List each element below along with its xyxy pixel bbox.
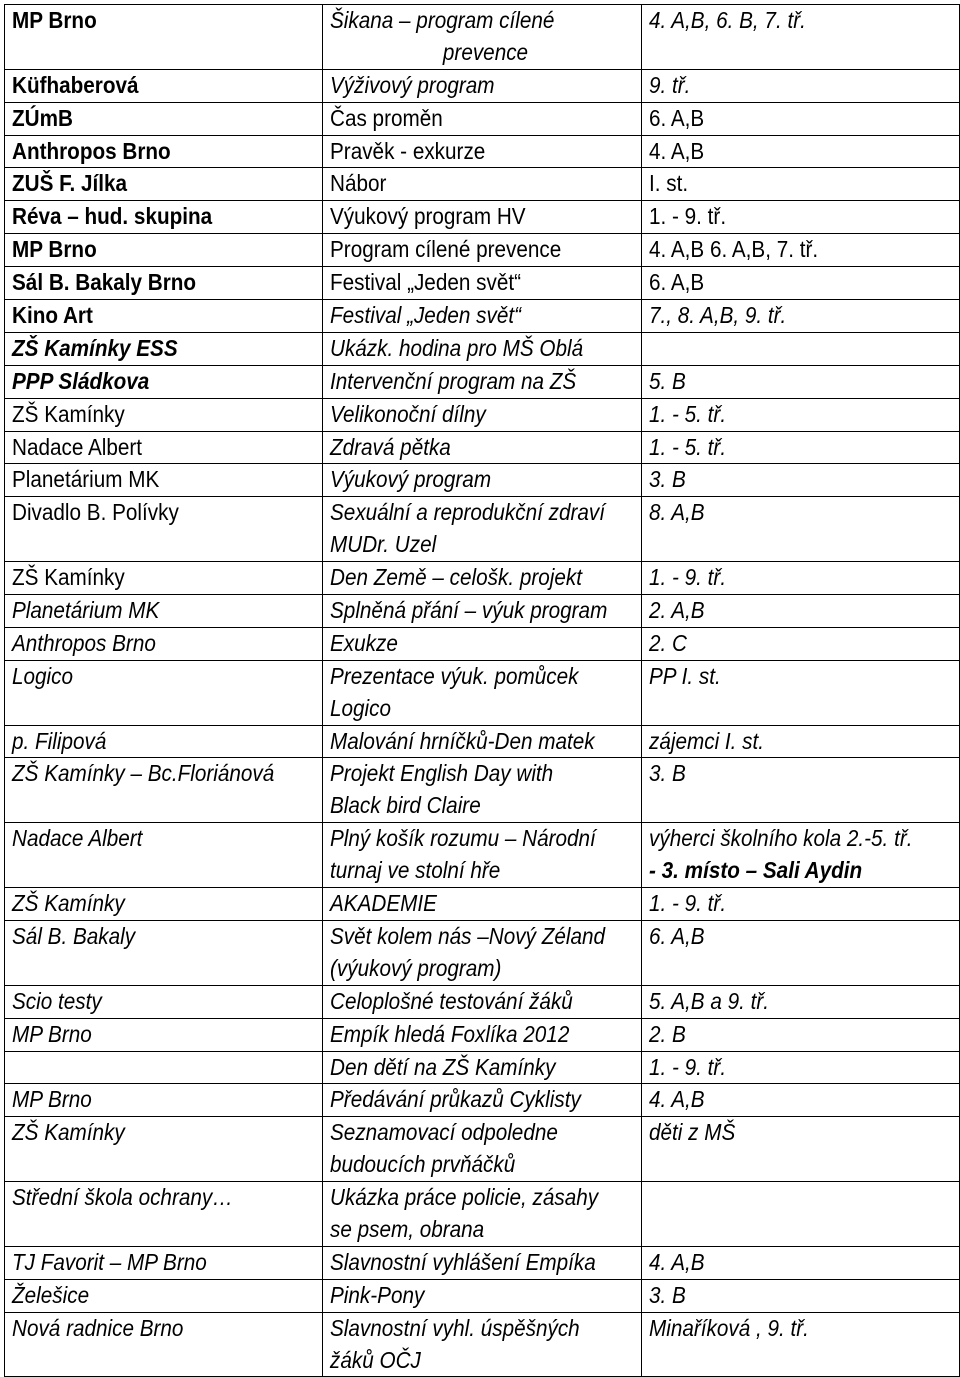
classes-text: 7., 8. A,B, 9. tř. <box>649 302 787 329</box>
program-line: Den dětí na ZŠ Kamínky <box>330 1053 556 1080</box>
organizer-cell <box>5 300 323 333</box>
program-line: Den Země – celošk. projekt <box>330 564 582 591</box>
program-cell <box>323 464 642 497</box>
classes-text: 4. A,B <box>649 1248 705 1275</box>
classes-cell <box>642 5 960 70</box>
program-line: Výukový program HV <box>330 203 526 230</box>
organizer-name: Küfhaberová <box>12 71 139 98</box>
table-row <box>5 5 960 70</box>
table-row <box>5 300 960 333</box>
classes-text: 6. A,B <box>649 922 705 949</box>
program-cell <box>323 267 642 300</box>
table-row <box>5 398 960 431</box>
table-row <box>5 725 960 758</box>
classes-text: 4. A,B <box>649 137 705 164</box>
program-line: turnaj ve stolní hře <box>330 857 501 884</box>
organizer-name: Sál B. Bakaly <box>12 922 136 949</box>
program-cell <box>323 562 642 595</box>
classes-cell <box>642 595 960 628</box>
table-row <box>5 920 960 985</box>
organizer-name: ZŠ Kamínky <box>12 890 125 917</box>
program-line: Intervenční program na ZŠ <box>330 367 577 394</box>
activities-table <box>4 4 960 1377</box>
program-cell <box>323 1312 642 1377</box>
organizer-name: Scio testy <box>12 987 102 1014</box>
classes-text <box>649 333 928 365</box>
classes-cell <box>642 920 960 985</box>
classes-text: 3. B <box>649 760 686 787</box>
program-line: Seznamovací odpoledne <box>330 1119 558 1146</box>
program-line: budoucích prvňáčků <box>330 1151 516 1178</box>
organizer-name: Planetárium MK <box>12 597 160 624</box>
organizer-cell <box>5 1018 323 1051</box>
program-line: Slavnostní vyhlášení Empíka <box>330 1248 596 1275</box>
organizer-name: Anthropos Brno <box>12 629 156 656</box>
organizer-cell <box>5 595 323 628</box>
classes-text: 2. A,B <box>649 597 705 624</box>
organizer-cell <box>5 1084 323 1117</box>
classes-line: výherci školního kola 2.-5. tř. <box>649 825 913 852</box>
classes-cell <box>642 660 960 725</box>
table-row <box>5 234 960 267</box>
organizer-cell <box>5 168 323 201</box>
table-row <box>5 267 960 300</box>
organizer-name: Réva – hud. skupina <box>12 203 213 230</box>
program-cell <box>323 135 642 168</box>
classes-cell <box>642 69 960 102</box>
table-row <box>5 823 960 888</box>
organizer-name: ZŠ Kamínky <box>12 1119 125 1146</box>
program-line: Splněná přání – výuk program <box>330 597 608 624</box>
program-cell <box>323 332 642 365</box>
classes-cell <box>642 365 960 398</box>
organizer-cell <box>5 660 323 725</box>
table-row <box>5 135 960 168</box>
classes-text: 3. B <box>649 1281 686 1308</box>
organizer-name: Divadlo B. Polívky <box>12 499 179 526</box>
organizer-name: Střední škola ochrany… <box>12 1184 233 1211</box>
program-cell <box>323 758 642 823</box>
classes-cell <box>642 627 960 660</box>
table-row <box>5 69 960 102</box>
classes-cell <box>642 300 960 333</box>
organizer-cell <box>5 102 323 135</box>
program-line: Ukázk. hodina pro MŠ Oblá <box>330 334 584 361</box>
classes-text: 6. A,B <box>649 269 705 296</box>
classes-cell <box>642 168 960 201</box>
organizer-cell <box>5 627 323 660</box>
program-line: Pink-Pony <box>330 1281 425 1308</box>
classes-cell <box>642 758 960 823</box>
table-row <box>5 168 960 201</box>
organizer-cell <box>5 201 323 234</box>
organizer-cell <box>5 431 323 464</box>
classes-text: 1. - 9. tř. <box>649 203 727 230</box>
program-cell <box>323 497 642 562</box>
classes-cell <box>642 1051 960 1084</box>
table-row <box>5 1182 960 1247</box>
classes-cell <box>642 1018 960 1051</box>
organizer-name: Planetárium MK <box>12 466 160 493</box>
program-cell <box>323 69 642 102</box>
organizer-cell <box>5 1182 323 1247</box>
classes-text: 1. - 9. tř. <box>649 890 727 917</box>
classes-text <box>649 1182 928 1214</box>
classes-cell <box>642 201 960 234</box>
organizer-cell <box>5 1312 323 1377</box>
classes-line: - 3. místo – Sali Aydin <box>649 857 863 884</box>
classes-cell <box>642 135 960 168</box>
classes-cell <box>642 1182 960 1247</box>
classes-text: Minaříková , 9. tř. <box>649 1314 809 1341</box>
table-row <box>5 365 960 398</box>
organizer-cell <box>5 5 323 70</box>
organizer-cell <box>5 1246 323 1279</box>
organizer-cell <box>5 1051 323 1084</box>
organizer-name: Logico <box>12 662 74 689</box>
table-row <box>5 1279 960 1312</box>
table-row <box>5 497 960 562</box>
organizer-cell <box>5 332 323 365</box>
program-cell <box>323 1084 642 1117</box>
classes-text: děti z MŠ <box>649 1119 736 1146</box>
program-line: Velikonoční dílny <box>330 400 486 427</box>
program-cell <box>323 5 642 70</box>
organizer-cell <box>5 267 323 300</box>
program-cell <box>323 300 642 333</box>
program-line: Sexuální a reprodukční zdraví <box>330 499 606 526</box>
program-cell <box>323 985 642 1018</box>
classes-text: 2. C <box>649 629 687 656</box>
program-cell <box>323 1051 642 1084</box>
classes-cell <box>642 497 960 562</box>
organizer-cell <box>5 365 323 398</box>
classes-cell <box>642 823 960 888</box>
organizer-name: TJ Favorit – MP Brno <box>12 1248 207 1275</box>
organizer-cell <box>5 823 323 888</box>
classes-text: 2. B <box>649 1020 686 1047</box>
program-line: Empík hledá Foxlíka 2012 <box>330 1020 570 1047</box>
organizer-name: MP Brno <box>12 7 97 33</box>
table-row <box>5 464 960 497</box>
table-row <box>5 888 960 921</box>
program-line: Předávání průkazů Cyklisty <box>330 1086 581 1113</box>
table-row <box>5 985 960 1018</box>
program-line: Prezentace výuk. pomůcek <box>330 662 579 689</box>
classes-cell <box>642 102 960 135</box>
program-line: se psem, obrana <box>330 1215 485 1242</box>
classes-text: 1. - 5. tř. <box>649 400 727 427</box>
organizer-cell <box>5 1279 323 1312</box>
table-row <box>5 1084 960 1117</box>
organizer-cell <box>5 888 323 921</box>
classes-cell <box>642 398 960 431</box>
program-line: Logico <box>330 694 392 721</box>
program-line: Exukze <box>330 629 398 656</box>
program-cell <box>323 365 642 398</box>
classes-text: zájemci I. st. <box>649 727 765 754</box>
organizer-cell <box>5 920 323 985</box>
table-row <box>5 595 960 628</box>
program-line: Čas proměn <box>330 104 443 131</box>
classes-text: 5. B <box>649 367 686 394</box>
organizer-cell <box>5 135 323 168</box>
program-cell <box>323 725 642 758</box>
organizer-name: PPP Sládkova <box>12 367 150 394</box>
organizer-name: Kino Art <box>12 302 93 329</box>
classes-cell <box>642 1279 960 1312</box>
program-line: Malování hrníčků-Den matek <box>330 727 595 754</box>
table-row <box>5 201 960 234</box>
classes-cell <box>642 888 960 921</box>
program-cell <box>323 1182 642 1247</box>
table-row <box>5 660 960 725</box>
organizer-name: MP Brno <box>12 236 97 263</box>
classes-text: 1. - 9. tř. <box>649 564 727 591</box>
program-cell <box>323 1018 642 1051</box>
classes-cell <box>642 431 960 464</box>
program-cell <box>323 627 642 660</box>
classes-cell <box>642 562 960 595</box>
program-cell <box>323 168 642 201</box>
program-cell <box>323 398 642 431</box>
organizer-name: Želešice <box>12 1281 90 1308</box>
classes-text: 1. - 5. tř. <box>649 433 727 460</box>
program-cell <box>323 1279 642 1312</box>
organizer-cell <box>5 464 323 497</box>
program-line: Program cílené prevence <box>330 236 562 263</box>
organizer-name: Nadace Albert <box>12 825 143 852</box>
program-cell <box>323 234 642 267</box>
table-row <box>5 1018 960 1051</box>
program-line: Plný košík rozumu – Národní <box>330 825 596 852</box>
program-cell <box>323 1246 642 1279</box>
program-cell <box>323 431 642 464</box>
organizer-cell <box>5 562 323 595</box>
classes-cell <box>642 1117 960 1182</box>
classes-cell <box>642 1312 960 1377</box>
organizer-cell <box>5 725 323 758</box>
activities-table-body <box>5 5 960 1377</box>
program-line: Festival „Jeden svět“ <box>330 269 521 296</box>
organizer-name: ZÚmB <box>12 104 73 131</box>
table-row <box>5 1246 960 1279</box>
program-line: Zdravá pětka <box>330 433 451 460</box>
organizer-name: Nadace Albert <box>12 433 143 460</box>
classes-text: 8. A,B <box>649 499 705 526</box>
organizer-name: MP Brno <box>12 1086 92 1113</box>
organizer-name <box>12 1052 291 1084</box>
program-cell <box>323 102 642 135</box>
organizer-name: p. Filipová <box>12 727 107 754</box>
organizer-name: Sál B. Bakaly Brno <box>12 269 197 296</box>
organizer-cell <box>5 398 323 431</box>
program-line: AKADEMIE <box>330 890 437 917</box>
table-row <box>5 431 960 464</box>
program-cell <box>323 595 642 628</box>
table-row <box>5 1312 960 1377</box>
classes-cell <box>642 1246 960 1279</box>
program-line: Festival „Jeden svět“ <box>330 302 521 329</box>
classes-cell <box>642 267 960 300</box>
program-line: Pravěk - exkurze <box>330 137 486 164</box>
table-row <box>5 562 960 595</box>
program-line: (výukový program) <box>330 954 502 981</box>
program-cell <box>323 823 642 888</box>
classes-text: PP I. st. <box>649 662 721 689</box>
table-row <box>5 102 960 135</box>
program-line: Slavnostní vyhl. úspěšných <box>330 1314 580 1341</box>
classes-cell <box>642 985 960 1018</box>
organizer-cell <box>5 234 323 267</box>
table-row <box>5 1117 960 1182</box>
organizer-name: ZUŠ F. Jílka <box>12 170 128 197</box>
classes-cell <box>642 332 960 365</box>
program-line: Nábor <box>330 170 387 197</box>
program-line: Svět kolem nás –Nový Zéland <box>330 922 605 949</box>
organizer-name: ZŠ Kamínky ESS <box>12 334 178 361</box>
classes-text: I. st. <box>649 170 689 197</box>
classes-text: 6. A,B <box>649 104 705 131</box>
program-line: MUDr. Uzel <box>330 531 437 558</box>
classes-text: 1. - 9. tř. <box>649 1053 727 1080</box>
organizer-cell <box>5 758 323 823</box>
program-cell <box>323 660 642 725</box>
program-cell <box>323 920 642 985</box>
program-line: Celoplošné testování žáků <box>330 987 573 1014</box>
classes-cell <box>642 725 960 758</box>
program-cell <box>323 888 642 921</box>
organizer-name: Nová radnice Brno <box>12 1314 184 1341</box>
table-row <box>5 758 960 823</box>
classes-cell <box>642 464 960 497</box>
program-line: prevence <box>442 38 529 65</box>
program-line: žáků OČJ <box>330 1346 421 1373</box>
program-line: Projekt English Day with <box>330 760 554 787</box>
program-line: Black bird Claire <box>330 792 481 819</box>
organizer-cell <box>5 497 323 562</box>
organizer-name: MP Brno <box>12 1020 92 1047</box>
organizer-name: Anthropos Brno <box>12 137 171 164</box>
table-row <box>5 1051 960 1084</box>
program-line: Výživový program <box>330 71 495 98</box>
table-row <box>5 627 960 660</box>
organizer-name: ZŠ Kamínky <box>12 400 125 427</box>
classes-text: 4. A,B, 6. B, 7. tř. <box>649 7 806 33</box>
organizer-cell <box>5 985 323 1018</box>
organizer-name: ZŠ Kamínky – Bc.Floriánová <box>12 760 275 787</box>
classes-text: 4. A,B <box>649 1086 705 1113</box>
classes-text: 9. tř. <box>649 71 691 98</box>
classes-text: 3. B <box>649 466 686 493</box>
program-line: Ukázka práce policie, zásahy <box>330 1184 599 1211</box>
program-line: Šikana – program cílené <box>330 7 555 33</box>
classes-cell <box>642 234 960 267</box>
program-line: Výukový program <box>330 466 492 493</box>
organizer-cell <box>5 69 323 102</box>
classes-text: 5. A,B a 9. tř. <box>649 987 770 1014</box>
program-cell <box>323 1117 642 1182</box>
program-cell <box>323 201 642 234</box>
organizer-name: ZŠ Kamínky <box>12 564 125 591</box>
organizer-cell <box>5 1117 323 1182</box>
classes-text: 4. A,B 6. A,B, 7. tř. <box>649 236 819 263</box>
table-row <box>5 332 960 365</box>
classes-cell <box>642 1084 960 1117</box>
